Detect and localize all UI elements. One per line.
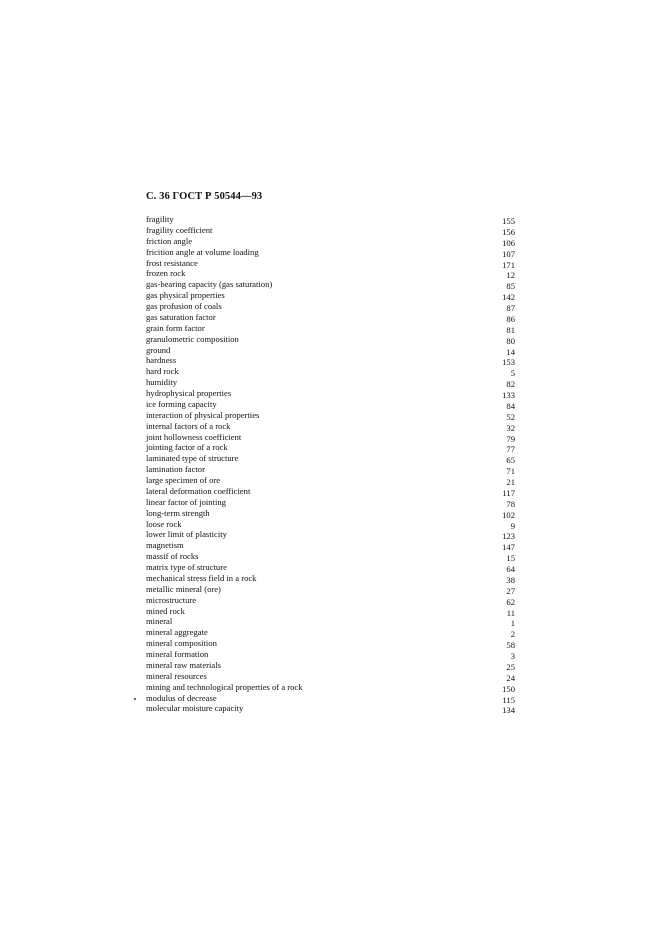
- index-page-number: 2: [510, 629, 515, 640]
- index-page-number: 80: [506, 335, 515, 346]
- index-page-number: 82: [506, 379, 515, 390]
- index-entry: [146, 573, 515, 584]
- index-page-number: 14: [506, 346, 515, 357]
- index-page-number: 52: [506, 411, 515, 422]
- index-entry: [146, 584, 515, 595]
- index-term: mineral composition: [146, 638, 217, 649]
- index-term: matrix type of structure: [146, 562, 227, 572]
- index-term: mineral resources: [146, 670, 207, 681]
- index-page-number: 123: [502, 531, 515, 542]
- index-page-number: 84: [506, 400, 515, 411]
- index-page-number: 32: [506, 422, 515, 433]
- index-term: fricition angle at volume loading: [146, 246, 259, 257]
- index-entry: [146, 345, 515, 356]
- index-term: fragility coefficient: [146, 224, 213, 235]
- index-term: gas profusion of coals: [146, 301, 222, 311]
- index-entry: [146, 214, 515, 225]
- index-page-number: 155: [502, 216, 515, 226]
- index-entry: [146, 355, 515, 366]
- index-page-number: 106: [502, 237, 515, 248]
- index-entry: [146, 606, 515, 617]
- index-page-number: 12: [506, 270, 515, 281]
- index-entry: [146, 279, 515, 290]
- index-entry: [146, 519, 515, 530]
- index-term: mining and technological properties of a rock: [146, 681, 303, 692]
- index-page-number: 5: [510, 368, 515, 379]
- index-list: [146, 214, 515, 714]
- index-page-number: 9: [510, 520, 515, 531]
- index-term: metallic mineral (ore): [146, 583, 221, 594]
- index-entry: [146, 682, 515, 693]
- index-term: massif of rocks: [146, 551, 199, 562]
- index-term: frost resistance: [146, 257, 198, 268]
- index-page-number: 85: [506, 281, 515, 292]
- index-entry: [146, 236, 515, 247]
- index-page-number: 71: [506, 466, 515, 477]
- index-page-number: 171: [502, 259, 515, 270]
- index-term: hydrophysical properties: [146, 388, 232, 398]
- index-page-number: 11: [506, 607, 515, 618]
- index-term: gas physical properties: [146, 290, 225, 301]
- index-term: humidity: [146, 377, 178, 388]
- index-term: lower limit of plasticity: [146, 529, 227, 540]
- index-page-number: 147: [502, 542, 515, 553]
- index-entry: [146, 703, 515, 714]
- index-entry: [146, 562, 515, 573]
- index-term: friction angle: [146, 235, 193, 246]
- index-term: long-term strength: [146, 507, 210, 518]
- index-page-number: 77: [506, 444, 515, 455]
- index-term: ice forming capacity: [146, 398, 217, 409]
- index-term: hard rock: [146, 366, 179, 377]
- index-entry: [146, 453, 515, 464]
- index-term: ground: [146, 344, 171, 355]
- index-entry: [146, 377, 515, 388]
- index-entry: [146, 388, 515, 399]
- index-page-number: 24: [506, 672, 515, 683]
- index-entry: [146, 432, 515, 443]
- index-page-number: 134: [502, 705, 515, 716]
- index-entry: [146, 497, 515, 508]
- index-page-number: 87: [506, 303, 515, 313]
- index-page-number: 117: [502, 487, 515, 498]
- index-entry: [146, 268, 515, 279]
- index-term: grain form factor: [146, 322, 205, 333]
- index-entry: [146, 410, 515, 421]
- index-term: lateral deformation coefficient: [146, 485, 251, 496]
- index-page-number: 1: [510, 618, 515, 629]
- index-entry: [146, 442, 515, 453]
- index-page-number: 62: [506, 596, 515, 607]
- index-entry: [146, 540, 515, 551]
- index-entry: [146, 649, 515, 660]
- index-entry: [146, 475, 515, 486]
- index-entry: [146, 399, 515, 410]
- index-term: molecular moisture capacity: [146, 703, 244, 714]
- index-page-number: 58: [506, 640, 515, 651]
- index-page-number: 78: [506, 498, 515, 509]
- index-entry: [146, 464, 515, 475]
- index-term: hardness: [146, 355, 177, 366]
- index-term: modulus of decrease: [146, 692, 217, 703]
- index-page-number: 79: [506, 433, 515, 444]
- index-term: joint hollowness coefficient: [146, 431, 242, 442]
- index-entry: [146, 486, 515, 497]
- index-term: frozen rock: [146, 268, 186, 279]
- index-page-number: 156: [502, 226, 515, 237]
- index-entry: [146, 247, 515, 258]
- index-page-number: 115: [502, 694, 515, 705]
- index-term: lamination factor: [146, 464, 205, 475]
- index-entry: [146, 660, 515, 671]
- index-entry: [146, 421, 515, 432]
- index-entry: [146, 529, 515, 540]
- index-entry: [146, 225, 515, 236]
- index-term: mechanical stress field in a rock: [146, 572, 257, 583]
- index-page-number: 21: [506, 477, 515, 487]
- index-page-number: 27: [506, 585, 515, 596]
- index-page-number: 133: [502, 390, 515, 400]
- index-entry: [146, 638, 515, 649]
- index-entry: [146, 301, 515, 312]
- index-page-number: 38: [506, 574, 515, 585]
- index-term: mineral formation: [146, 649, 209, 659]
- index-entry: [146, 671, 515, 682]
- index-page-number: 3: [510, 651, 515, 661]
- index-entry: [146, 616, 515, 627]
- index-term: mineral raw materials: [146, 659, 221, 670]
- index-term: laminated type of structure: [146, 453, 239, 464]
- index-page-number: 107: [502, 248, 515, 259]
- index-term: mined rock: [146, 605, 185, 616]
- index-term: fragility: [146, 214, 174, 224]
- index-entry: [146, 290, 515, 301]
- index-term: microstructure: [146, 594, 197, 605]
- index-term: granulometric composition: [146, 333, 239, 344]
- index-page-number: 142: [502, 292, 515, 303]
- index-entry: [146, 366, 515, 377]
- index-page-number: 153: [502, 357, 515, 368]
- index-entry: [146, 595, 515, 606]
- index-page-number: 150: [502, 683, 515, 694]
- index-entry: [146, 258, 515, 269]
- index-term: mineral aggregate: [146, 627, 208, 638]
- index-page-number: 25: [506, 661, 515, 672]
- index-term: interaction of physical properties: [146, 409, 260, 420]
- index-page-number: 86: [506, 313, 515, 324]
- index-entry: [146, 334, 515, 345]
- index-term: jointing factor of a rock: [146, 442, 228, 453]
- index-term: linear factor of jointing: [146, 496, 226, 507]
- index-term: gas saturation factor: [146, 311, 216, 322]
- index-term: magnetism: [146, 540, 184, 551]
- index-term: large specimen of ore: [146, 475, 221, 485]
- index-entry: [146, 323, 515, 334]
- page-header: С. 36 ГОСТ Р 50544—93: [146, 191, 263, 202]
- index-entry: [146, 627, 515, 638]
- index-page-number: 102: [502, 509, 515, 520]
- index-entry: [146, 693, 515, 704]
- index-term: mineral: [146, 616, 173, 627]
- index-term: gas-bearing capacity (gas saturation): [146, 279, 273, 290]
- index-page-number: 65: [506, 455, 515, 466]
- index-term: internal factors of a rock: [146, 420, 231, 431]
- scan-artifact-dot: [134, 698, 136, 700]
- index-term: loose rock: [146, 518, 182, 529]
- index-entry: [146, 551, 515, 562]
- index-page-number: 81: [506, 324, 515, 335]
- index-page-number: 64: [506, 564, 515, 574]
- index-entry: [146, 312, 515, 323]
- index-entry: [146, 508, 515, 519]
- index-page-number: 15: [506, 553, 515, 564]
